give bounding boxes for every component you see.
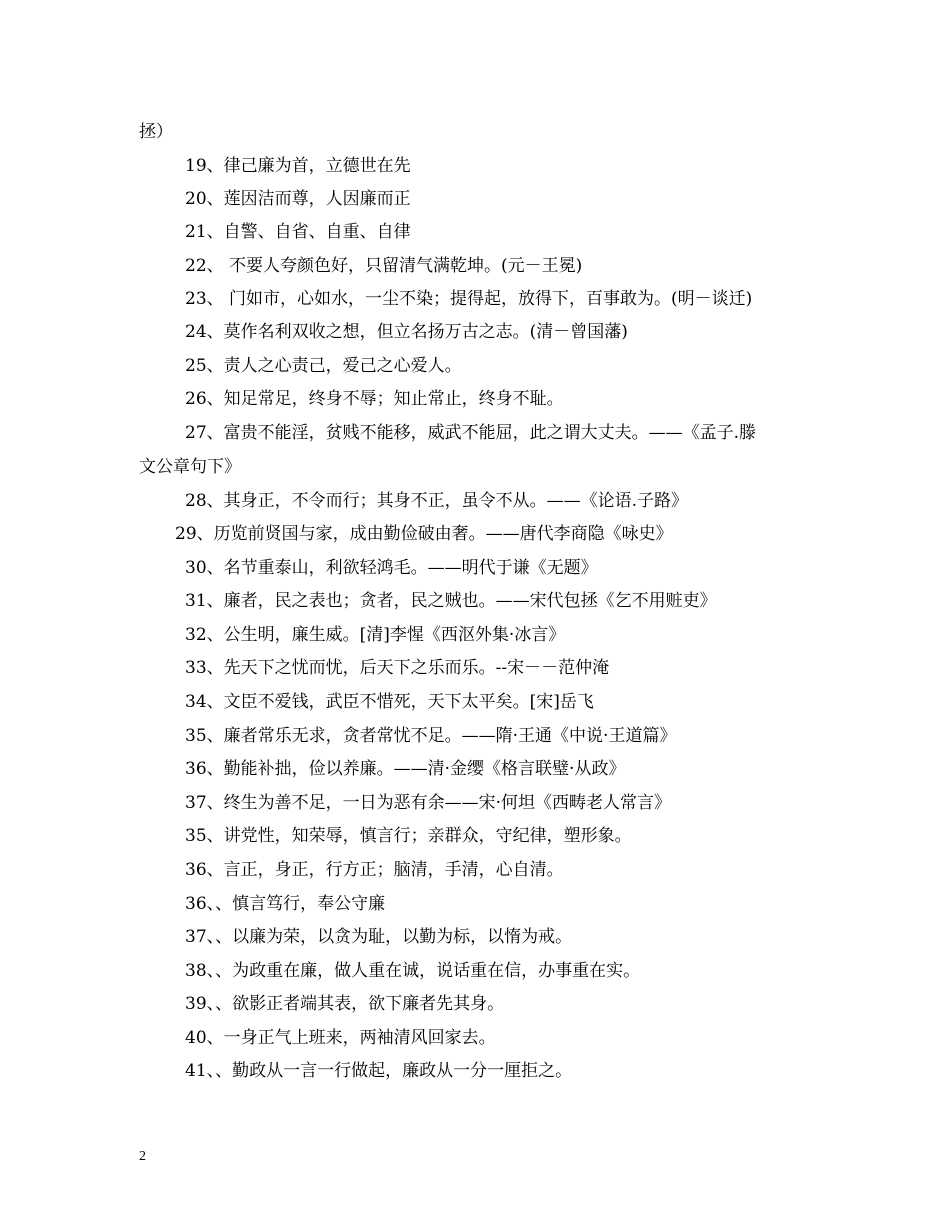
text-line: 32、公生明，廉生威。[清]李惺《西沤外集·冰言》 — [185, 625, 566, 645]
text-line: 30、名节重泰山，利欲轻鸿毛。——明代于谦《无题》 — [185, 558, 598, 578]
text-line: 40、一身正气上班来，两袖清风回家去。 — [185, 1028, 496, 1048]
text-line: 21、自警、自省、自重、自律 — [185, 222, 411, 242]
text-line: 36、言正，身正，行方正；脑清，手清，心自清。 — [185, 860, 564, 880]
text-line: 25、责人之心责己，爱己之心爱人。 — [185, 356, 462, 376]
text-line: 29、历览前贤国与家，成由勤俭破由奢。——唐代李商隐《咏史》 — [175, 524, 673, 544]
text-line: 23、 门如市，心如水，一尘不染；提得起，放得下，百事敢为。(明－谈迁) — [185, 289, 753, 309]
text-line: 36、勤能补拙，俭以养廉。——清·金缨《格言联璧·从政》 — [185, 759, 626, 779]
text-line: 19、律己廉为首，立德世在先 — [185, 156, 411, 176]
page-number: 2 — [139, 1149, 146, 1164]
text-line: 38、、为政重在廉，做人重在诚，说话重在信，办事重在实。 — [185, 961, 641, 981]
text-line: 22、 不要人夸颜色好，只留清气满乾坤。(元－王冕) — [185, 256, 583, 276]
text-line: 26、知足常足，终身不辱；知止常止，终身不耻。 — [185, 389, 564, 409]
text-line: 文公章句下》 — [139, 457, 241, 477]
text-line: 31、廉者，民之表也；贪者，民之贼也。——宋代包拯《乞不用赃吏》 — [185, 591, 717, 611]
text-line: 35、廉者常乐无求，贪者常忧不足。——隋·王通《中说·王道篇》 — [185, 726, 677, 746]
text-line: 37、、以廉为荣，以贪为耻，以勤为标，以惰为戒。 — [185, 927, 573, 947]
text-line: 35、讲党性，知荣辱，慎言行；亲群众，守纪律，塑形象。 — [185, 826, 632, 846]
text-line: 27、富贵不能淫，贫贱不能移，威武不能屈，此之谓大丈夫。——《孟子.滕 — [185, 423, 757, 443]
text-line: 36、、慎言笃行，奉公守廉 — [185, 894, 386, 914]
text-line: 24、莫作名利双收之想，但立名扬万古之志。(清－曾国藩) — [185, 322, 628, 342]
text-line: 33、先天下之忧而忧，后天下之乐而乐。--宋－－范仲淹 — [185, 658, 610, 678]
text-line: 41、、勤政从一言一行做起，廉政从一分一厘拒之。 — [185, 1061, 573, 1081]
text-line: 39、、欲影正者端其表，欲下廉者先其身。 — [185, 994, 505, 1014]
text-line: 20、莲因洁而尊，人因廉而正 — [185, 189, 411, 209]
text-line: 37、终生为善不足，一日为恶有余——宋·何坦《西畴老人常言》 — [185, 793, 672, 813]
text-line: 34、文臣不爱钱，武臣不惜死，天下太平矣。[宋]岳飞 — [185, 692, 594, 712]
text-line: 28、其身正，不令而行；其身不正，虽令不从。——《论语.子路》 — [185, 491, 689, 511]
text-line: 拯） — [139, 122, 173, 142]
